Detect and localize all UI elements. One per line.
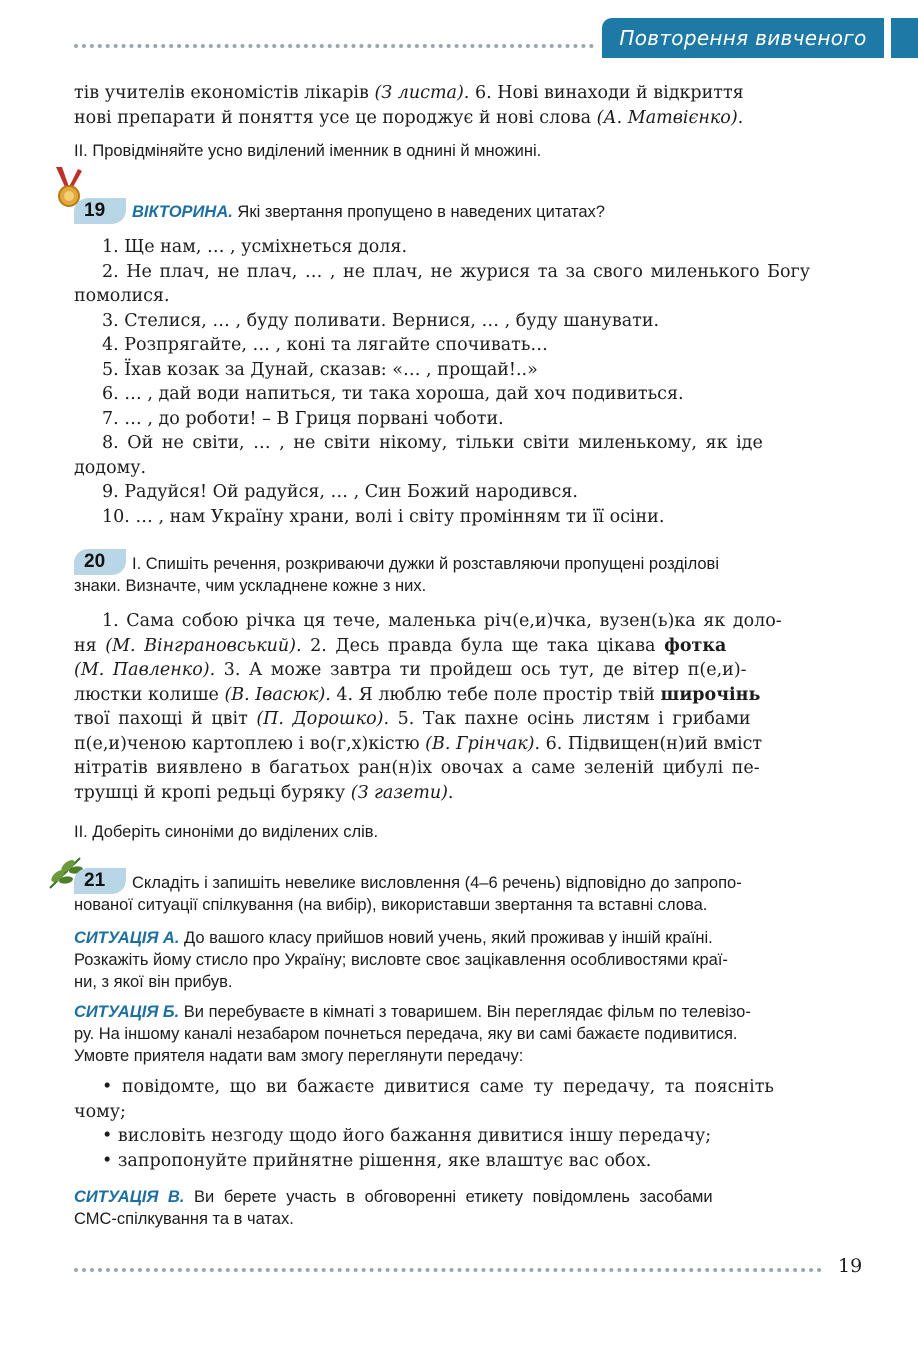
list-item: 9. Радуйся! Ой радуйся, … , Син Божий народився.	[102, 482, 578, 502]
exercise-number: 20	[84, 551, 106, 572]
text-line: нітратів виявлено в багатьох ран(н)іх овочах а саме зеленій цибулі пе-	[74, 758, 760, 778]
list-item: 1. Ще нам, … , усміхнеться доля.	[102, 237, 408, 257]
section-title-tab	[602, 18, 884, 58]
exercise-20-badge	[74, 549, 126, 575]
exercise-number: 19	[84, 200, 106, 221]
list-item: 7. … , до роботи! – В Гриця порвані чоботи.	[102, 408, 504, 429]
exercise-21-badge	[74, 868, 126, 894]
section-title: Повторення вивченого	[619, 26, 867, 50]
text-line: трушці й кропі редьці буряку (З газети).	[74, 782, 454, 803]
list-item-continuation: додому.	[74, 457, 147, 478]
exercise-19-list	[74, 235, 840, 529]
list-item: 5. Їхав козак за Дунай, сказав: «… , прощай!..»	[102, 359, 538, 380]
situation-b: СИТУАЦІЯ Б. Ви перебуваєте в кімнаті з товаришем. Він переглядає фільм по телевізо- ру. На іншому каналі незабаром почнеться передача, яку ви самі бажаєте подивитися. Умовте приятеля надати вам змогу переглянути передачу:	[74, 1003, 751, 1065]
bullet-item-continuation: чому;	[74, 1101, 126, 1122]
exercise-21-task-cont: нованої ситуації спілкування (на вибір), використавши звертання та вставні слова.	[74, 896, 708, 914]
list-item: 6. … , дай води напиться, ти така хороша, дай хоч подивиться.	[102, 384, 684, 404]
list-item: 4. Розпрягайте, … , коні та лягайте спочивать…	[102, 335, 548, 355]
exercise-20-text	[74, 609, 840, 805]
footer-dotted-rule	[74, 1268, 822, 1272]
text-line: люстки колише (В. Івасюк). 4. Я люблю тебе поле простір твій широчінь	[74, 684, 761, 705]
intro-line: тів учителів економістів лікарів (З листа). 6. Нові винаходи й відкриття	[74, 83, 744, 103]
bullet-item: • запропонуйте прийнятне рішення, яке влаштує вас обох.	[102, 1150, 652, 1171]
page-number: 19	[838, 1255, 863, 1277]
header-dotted-rule	[74, 44, 594, 48]
list-item: 3. Стелися, … , буду поливати. Вернися, … , буду шанувати.	[102, 310, 660, 331]
list-item: 10. … , нам Україну храни, волі і світу промінням ти її осіни.	[102, 506, 665, 527]
exercise-19-badge	[74, 198, 126, 224]
intro-line: нові препарати й поняття усе це породжує й нові слова (А. Матвієнко).	[74, 107, 744, 128]
quiz-label: ВІКТОРИНА.	[132, 203, 233, 221]
exercise-20-task: I. Спишіть речення, розкриваючи дужки й розставляючи пропущені розділові	[132, 555, 719, 573]
situation-b-label: СИТУАЦІЯ Б.	[74, 1003, 180, 1021]
text-line: ня (М. Вінграновський). 2. Десь правда була ще така цікава фотка	[74, 635, 727, 656]
intro-task-2: II. Провідміняйте усно виділений іменник в однині й множині.	[74, 142, 542, 160]
text-line: твої пахощі й цвіт (П. Дорошко). 5. Так пахне осінь листям і грибами	[74, 709, 751, 729]
list-item-continuation: помолися.	[74, 286, 170, 306]
bullet-item: • висловіть незгоду щодо його бажання дивитися іншу передачу;	[102, 1126, 712, 1146]
situation-a-label: СИТУАЦІЯ А.	[74, 929, 180, 947]
list-item: 2. Не плач, не плач, … , не плач, не журися та за свого миленького Богу	[102, 261, 810, 282]
exercise-21-task: Складіть і запишіть невелике висловлення (4–6 речень) відповідно до запропо-	[132, 874, 742, 892]
intro-paragraph	[74, 81, 840, 130]
situation-b-bullets	[74, 1075, 840, 1173]
exercise-19-question: ВІКТОРИНА. Які звертання пропущено в наведених цитатах?	[132, 203, 605, 221]
exercise-number: 21	[84, 870, 106, 891]
bullet-item: • повідомте, що ви бажаєте дивитися саме ту передачу, та поясніть	[102, 1077, 774, 1097]
list-item: 8. Ой не світи, … , не світи нікому, тільки світи миленькому, як іде	[102, 433, 763, 453]
exercise-20-task-cont: знаки. Визначте, чим ускладнене кожне з них.	[74, 577, 427, 595]
situation-c-label: СИТУАЦІЯ В.	[74, 1188, 185, 1206]
situation-a: СИТУАЦІЯ А. До вашого класу прийшов новий учень, який проживав у іншій країні. Розкажіть йому стисло про Україну; висловте своє зацікавлення особливостями краї- ни, з якої він прибув.	[74, 929, 728, 991]
text-line: п(е,и)ченою картоплею і во(г,х)кістю (В. Грінчак). 6. Підвищен(н)ий вміст	[74, 733, 763, 754]
header-accent-bar	[891, 18, 918, 58]
text-line: (М. Павленко). 3. А може завтра ти пройдеш ось тут, де вітер п(е,и)-	[74, 660, 747, 680]
situation-c: СИТУАЦІЯ В. Ви берете участь в обговоренні етикету повідомлень засобами СМС-спілкування та в чатах.	[74, 1188, 713, 1228]
exercise-20-task-2: II. Доберіть синоніми до виділених слів.	[74, 823, 379, 841]
text-line: 1. Сама собою річка ця тече, маленька річ(е,и)чка, вузен(ь)ка як доло-	[102, 611, 782, 631]
